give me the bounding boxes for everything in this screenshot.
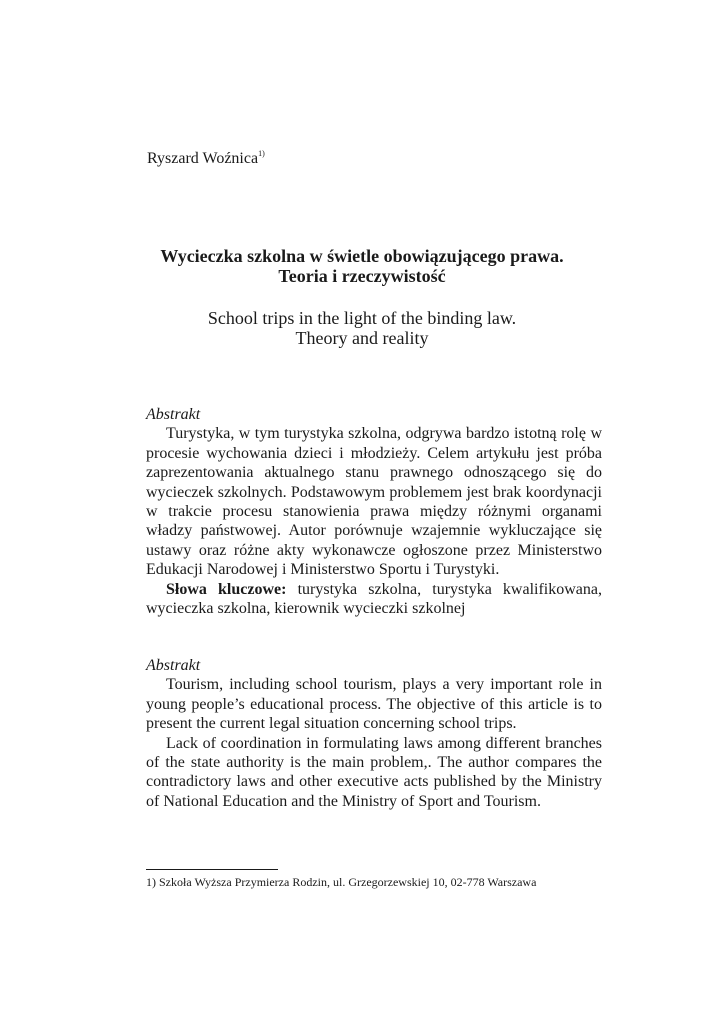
title-english xyxy=(130,308,594,348)
title-polish xyxy=(130,246,594,286)
author-line xyxy=(147,149,265,169)
title-polish-line1: Wycieczka szkolna w świetle obowiązującego prawa. xyxy=(160,246,564,266)
abstract-polish-heading: Abstrakt xyxy=(146,406,201,423)
abstract-english-heading: Abstrakt xyxy=(146,657,201,674)
title-english-line1: School trips in the light of the binding law. xyxy=(207,308,517,328)
footnote-divider xyxy=(146,869,278,870)
abstract-english-paragraph2: Lack of coordination in formulating laws among different branches of the state authority is the main problem,. The author compares the contradictory laws and other executive acts published by the Ministry of National Education and the Ministry of Sport and Tourism. xyxy=(146,734,602,810)
footnote-affiliation: 1) Szkoła Wyższa Przymierza Rodzin, ul. Grzegorzewskiej 10, 02-778 Warszawa xyxy=(146,875,537,889)
title-english-line2: Theory and reality xyxy=(295,328,429,348)
keywords-text: turystyka szkolna, turystyka kwalifikowana, wycieczka szkolna, kierownik wycieczki szkolnej xyxy=(146,580,602,618)
author-name: Ryszard Woźnica xyxy=(147,150,259,167)
abstract-english xyxy=(146,656,602,811)
abstract-polish xyxy=(146,405,602,618)
author-footnote-mark: 1) xyxy=(258,149,265,158)
keywords-paragraph xyxy=(146,580,602,619)
title-polish-line2: Teoria i rzeczywistość xyxy=(278,266,446,286)
abstract-english-paragraph1: Tourism, including school tourism, plays a very important role in young people’s educational process. The objective of this article is to present the current legal situation concerning school trips. xyxy=(146,676,602,733)
keywords-label: Słowa kluczowe: xyxy=(166,580,287,598)
abstract-polish-body: Turystyka, w tym turystyka szkolna, odgrywa bardzo istotną rolę w procesie wychowania dzieci i młodzieży. Celem artykułu jest próba zaprezentowania aktualnego stanu prawnego odnoszącego się do wycieczek szkolnych. Podstawowym problemem jest brak koordynacji w trakcie procesu stanowienia prawa między różnymi organami władzy państwowej. Autor porównuje wzajemnie wykluczające się ustawy oraz różne akty wykonawcze ogłoszone przez Ministerstwo Edukacji Narodowej i Ministerstwo Sportu i Turystyki. xyxy=(146,425,602,579)
